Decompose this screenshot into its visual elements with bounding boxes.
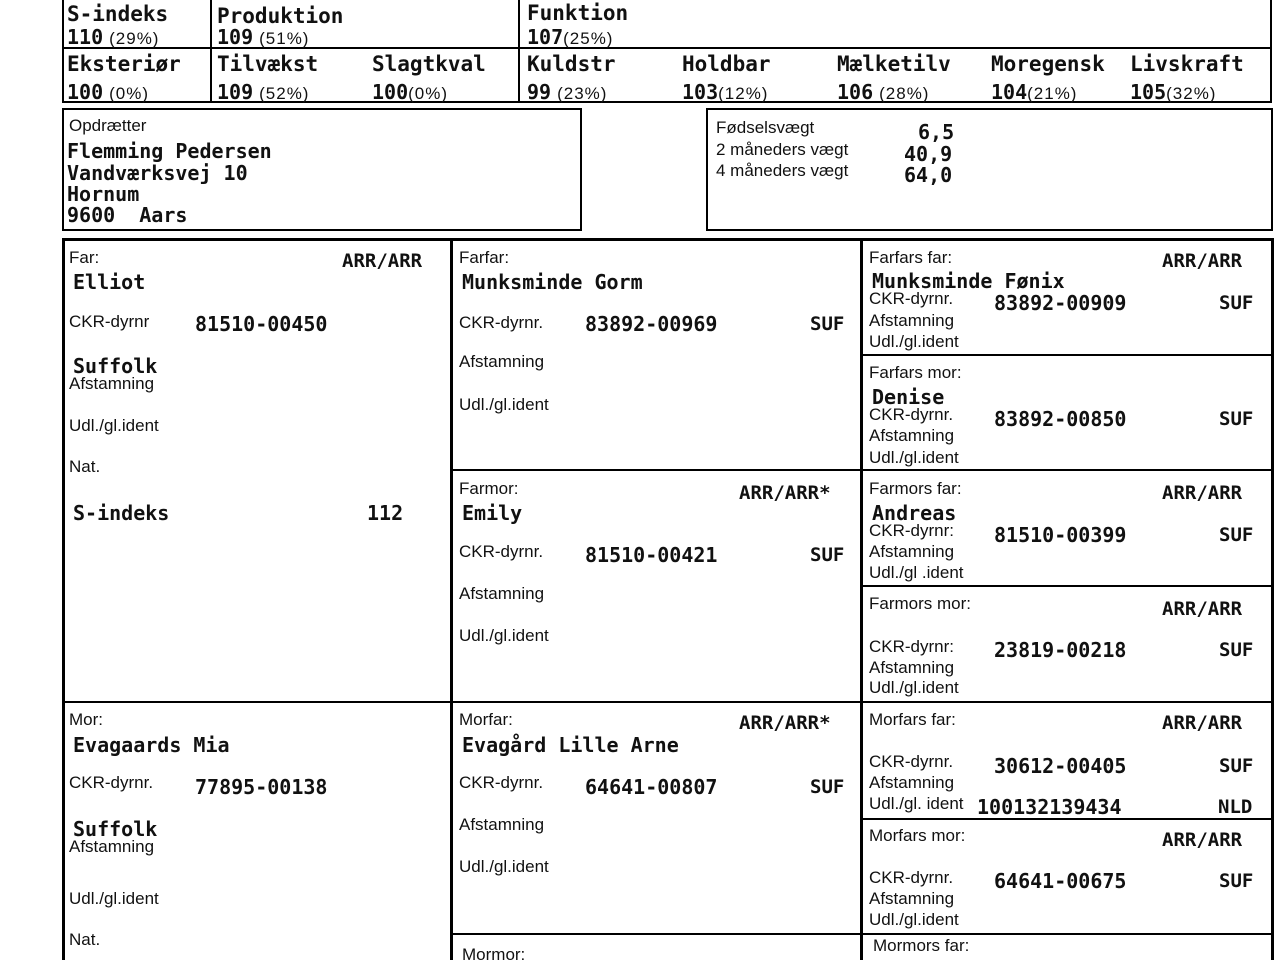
maternal-grandsire-name: Evagård Lille Arne: [462, 733, 679, 757]
sire-afstamning-label: Afstamning: [69, 374, 155, 393]
gg-farmors-far-name: Andreas: [872, 501, 957, 525]
gg-morfars-far-ckr-number: 30612-00405: [994, 754, 1127, 778]
index-label-tilvaekst: Tilvækst: [217, 52, 319, 76]
index-value-funktion: 107(25%): [527, 25, 614, 49]
gg-farmors-mor-role: Farmors mor:: [869, 594, 971, 613]
sire-sindeks-value: 112: [367, 501, 404, 525]
gg-farfars-far-genotype: ARR/ARR: [1162, 250, 1243, 272]
dam-ckr-label: CKR-dyrnr.: [69, 773, 154, 792]
index-value-tilvaekst: 109 (52%): [217, 80, 310, 104]
gg-morfars-mor-ckr-label: CKR-dyrnr.: [869, 868, 954, 887]
maternal-granddam-role: Mormor:: [462, 945, 526, 964]
breeder-label: Opdrætter: [69, 116, 147, 135]
index-label-holdbar: Holdbar: [682, 52, 771, 76]
gg-farfars-mor-ckr-number: 83892-00850: [994, 407, 1127, 431]
sire-ckr-label: CKR-dyrnr: [69, 312, 150, 331]
maternal-grandsire-afstamning-label: Afstamning: [459, 815, 545, 834]
weight-value-birth: 6,5: [918, 120, 955, 144]
index-value-holdbar: 103(12%): [682, 80, 769, 104]
gg-morfars-far-role: Morfars far:: [869, 710, 956, 729]
paternal-grandsire-afstamning-label: Afstamning: [459, 352, 545, 371]
breeder-postal: 9600 Aars: [67, 203, 188, 227]
gg-morfars-mor-breed-code: SUF: [1219, 870, 1254, 892]
index-label-eksterior: Eksteriør: [67, 52, 181, 76]
index-label-livskraft: Livskraft: [1130, 52, 1244, 76]
gg-farfars-far-ckr-number: 83892-00909: [994, 291, 1127, 315]
index-label-s-indeks: S-indeks: [67, 2, 169, 26]
maternal-grandsire-udl-label: Udl./gl.ident: [459, 857, 549, 876]
sire-breed: Suffolk: [73, 354, 158, 378]
gg-farmors-far-udl-label: Udl./gl .ident: [869, 563, 964, 582]
maternal-grandsire-breed-code: SUF: [810, 776, 845, 798]
gg-farmors-mor-breed-code: SUF: [1219, 639, 1254, 661]
index-label-moregensk: Moregensk: [991, 52, 1105, 76]
gg-farfars-mor-role: Farfars mor:: [869, 363, 962, 382]
index-label-kuldstr: Kuldstr: [527, 52, 616, 76]
sire-ckr-number: 81510-00450: [195, 312, 328, 336]
paternal-grandsire-udl-label: Udl./gl.ident: [459, 395, 549, 414]
index-value-moregensk: 104(21%): [991, 80, 1078, 104]
index-label-funktion: Funktion: [527, 1, 629, 25]
paternal-grandsire-ckr-number: 83892-00969: [585, 312, 718, 336]
paternal-grandsire-breed-code: SUF: [810, 313, 845, 335]
gg-farmors-mor-udl-label: Udl./gl.ident: [869, 678, 959, 697]
weight-value-4-months: 64,0: [904, 163, 953, 187]
sire-name: Elliot: [73, 270, 146, 294]
gg-morfars-mor-genotype: ARR/ARR: [1162, 829, 1243, 851]
gg-farmors-mor-afstamning-label: Afstamning: [869, 658, 955, 677]
sire-role: Far:: [69, 248, 100, 267]
gg-farmors-far-genotype: ARR/ARR: [1162, 482, 1243, 504]
weight-value-2-months: 40,9: [904, 142, 953, 166]
sire-nat-label: Nat.: [69, 457, 101, 476]
gg-farfars-mor-name: Denise: [872, 385, 945, 409]
paternal-granddam-role: Farmor:: [459, 479, 519, 498]
paternal-granddam-name: Emily: [462, 501, 523, 525]
gg-farmors-mor-ckr-number: 23819-00218: [994, 638, 1127, 662]
gg-farfars-far-afstamning-label: Afstamning: [869, 311, 955, 330]
paternal-granddam-ckr-number: 81510-00421: [585, 543, 718, 567]
weight-label-4-months: 4 måneders vægt: [716, 161, 849, 180]
gg-morfars-mor-role: Morfars mor:: [869, 826, 966, 845]
gg-morfars-far-genotype: ARR/ARR: [1162, 712, 1243, 734]
gg-morfars-far-breed-code: SUF: [1219, 755, 1254, 777]
maternal-grandsire-ckr-label: CKR-dyrnr.: [459, 773, 544, 792]
index-label-produktion: Produktion: [217, 4, 344, 28]
maternal-grandsire-genotype: ARR/ARR*: [739, 712, 831, 734]
paternal-grandsire-ckr-label: CKR-dyrnr.: [459, 313, 544, 332]
gg-morfars-far-afstamning-label: Afstamning: [869, 773, 955, 792]
gg-morfars-far-udl-label: Udl./gl. ident: [869, 794, 964, 813]
index-label-maelketilv: Mælketilv: [837, 52, 951, 76]
gg-morfars-mor-ckr-number: 64641-00675: [994, 869, 1127, 893]
dam-role: Mor:: [69, 710, 103, 729]
index-value-kuldstr: 99 (23%): [527, 80, 608, 104]
paternal-grandsire-role: Farfar:: [459, 248, 510, 267]
index-value-s-indeks: 110 (29%): [67, 25, 160, 49]
index-value-eksterior: 100 (0%): [67, 80, 150, 104]
paternal-granddam-udl-label: Udl./gl.ident: [459, 626, 549, 645]
gg-farmors-far-role: Farmors far:: [869, 479, 962, 498]
dam-ckr-number: 77895-00138: [195, 775, 328, 799]
index-value-maelketilv: 106 (28%): [837, 80, 930, 104]
gg-farmors-far-ckr-label: CKR-dyrnr:: [869, 521, 955, 540]
gg-farmors-mor-ckr-label: CKR-dyrnr:: [869, 637, 955, 656]
dam-name: Evagaards Mia: [73, 733, 230, 757]
gg-morfars-mor-udl-label: Udl./gl.ident: [869, 910, 959, 929]
gg-farfars-far-role: Farfars far:: [869, 248, 953, 267]
dam-afstamning-label: Afstamning: [69, 837, 155, 856]
index-value-livskraft: 105(32%): [1130, 80, 1217, 104]
paternal-grandsire-name: Munksminde Gorm: [462, 270, 643, 294]
index-label-slagtkval: Slagtkval: [372, 52, 486, 76]
weight-label-2-months: 2 måneders vægt: [716, 140, 849, 159]
dam-breed: Suffolk: [73, 817, 158, 841]
gg-farfars-mor-breed-code: SUF: [1219, 408, 1254, 430]
gg-farfars-mor-udl-label: Udl./gl.ident: [869, 448, 959, 467]
gg-morfars-far-udl-value: 100132139434: [977, 795, 1122, 819]
gg-mormors-far-role: Mormors far:: [873, 936, 970, 955]
sire-genotype: ARR/ARR: [342, 250, 423, 272]
gg-farmors-mor-genotype: ARR/ARR: [1162, 598, 1243, 620]
gg-farfars-far-udl-label: Udl./gl.ident: [869, 332, 959, 351]
maternal-grandsire-role: Morfar:: [459, 710, 513, 729]
breeder-name: Flemming Pedersen: [67, 139, 272, 163]
breeder-town: Hornum: [67, 182, 140, 206]
gg-farfars-far-ckr-label: CKR-dyrnr.: [869, 289, 954, 308]
sire-sindeks-label: S-indeks: [73, 501, 170, 525]
gg-morfars-far-udl-country: NLD: [1218, 796, 1253, 818]
gg-farmors-far-ckr-number: 81510-00399: [994, 523, 1127, 547]
weight-label-birth: Fødselsvægt: [716, 118, 815, 137]
breeder-street: Vandværksvej 10: [67, 161, 248, 185]
gg-farmors-far-afstamning-label: Afstamning: [869, 542, 955, 561]
dam-nat-label: Nat.: [69, 930, 101, 949]
maternal-grandsire-ckr-number: 64641-00807: [585, 775, 718, 799]
paternal-granddam-breed-code: SUF: [810, 544, 845, 566]
paternal-granddam-ckr-label: CKR-dyrnr.: [459, 542, 544, 561]
paternal-granddam-genotype: ARR/ARR*: [739, 482, 831, 504]
gg-farfars-far-breed-code: SUF: [1219, 292, 1254, 314]
gg-farfars-mor-ckr-label: CKR-dyrnr.: [869, 405, 954, 424]
gg-farfars-mor-afstamning-label: Afstamning: [869, 426, 955, 445]
dam-udl-label: Udl./gl.ident: [69, 889, 159, 908]
paternal-granddam-afstamning-label: Afstamning: [459, 584, 545, 603]
gg-farmors-far-breed-code: SUF: [1219, 524, 1254, 546]
sire-udl-label: Udl./gl.ident: [69, 416, 159, 435]
gg-farfars-far-name: Munksminde Fønix: [872, 269, 1065, 293]
index-value-produktion: 109 (51%): [217, 25, 310, 49]
index-value-slagtkval: 100(0%): [372, 80, 449, 104]
gg-morfars-far-ckr-label: CKR-dyrnr.: [869, 752, 954, 771]
gg-morfars-mor-afstamning-label: Afstamning: [869, 889, 955, 908]
